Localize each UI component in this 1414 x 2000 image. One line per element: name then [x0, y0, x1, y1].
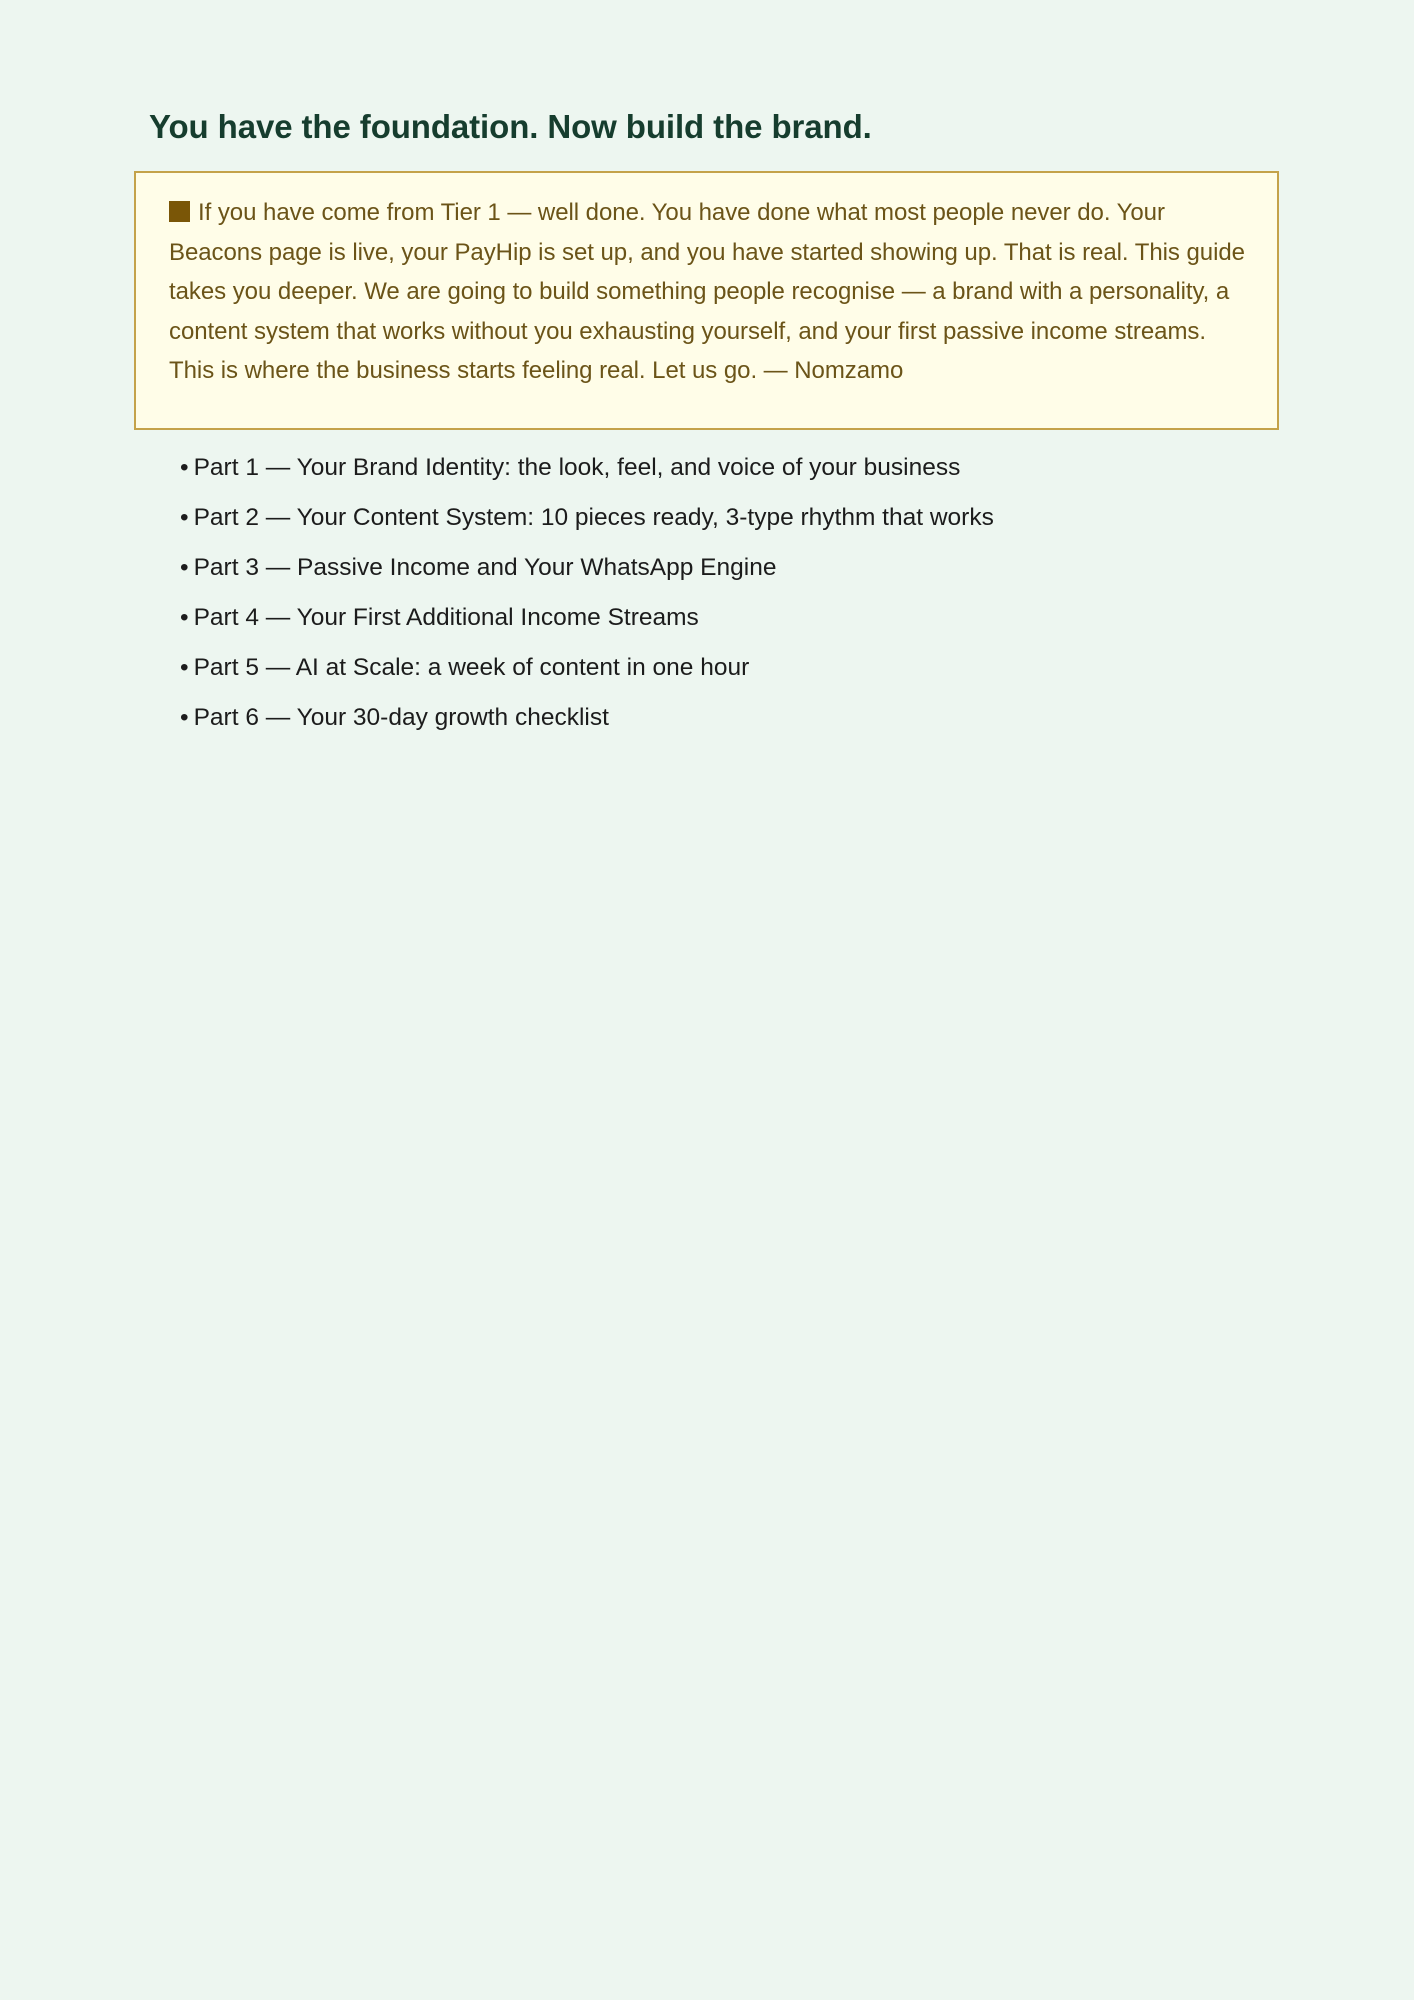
list-item-part-6: [180, 693, 994, 743]
list-item-text: Part 1 — Your Brand Identity: the look, feel, and voice of your business: [193, 454, 961, 481]
intro-callout: [134, 171, 1279, 430]
bullet-icon: •: [180, 704, 189, 731]
list-item-part-5: [180, 643, 994, 693]
bullet-icon: •: [180, 554, 189, 581]
list-item-text: Part 4 — Your First Additional Income Streams: [193, 604, 699, 631]
callout-text: If you have come from Tier 1 — well done. You have done what most people never do. Your Beacons page is live, your PayHip is set up, and you have started showing up. That is real. This guide takes you deeper. We are going to build something people recognise — a brand with a personality, a content system that works without you exhausting yourself, and your first passive income streams. This is where the business starts feeling real. Let us go. — Nomzamo: [169, 199, 1245, 384]
list-item-part-3: [180, 543, 994, 593]
callout-paragraph: [169, 193, 1247, 391]
page-title: You have the foundation. Now build the brand.: [149, 108, 872, 145]
bullet-icon: •: [180, 654, 189, 681]
bullet-icon: •: [180, 604, 189, 631]
parts-list: [180, 443, 994, 743]
list-item-text: Part 2 — Your Content System: 10 pieces ready, 3-type rhythm that works: [193, 504, 994, 531]
bullet-icon: •: [180, 504, 189, 531]
list-item-text: Part 6 — Your 30-day growth checklist: [193, 704, 609, 731]
list-item-part-4: [180, 593, 994, 643]
list-item-part-1: [180, 443, 994, 493]
list-item-part-2: [180, 493, 994, 543]
list-item-text: Part 3 — Passive Income and Your WhatsApp Engine: [193, 554, 777, 581]
bullet-icon: •: [180, 454, 189, 481]
list-item-text: Part 5 — AI at Scale: a week of content in one hour: [193, 654, 750, 681]
square-icon: [169, 201, 190, 222]
